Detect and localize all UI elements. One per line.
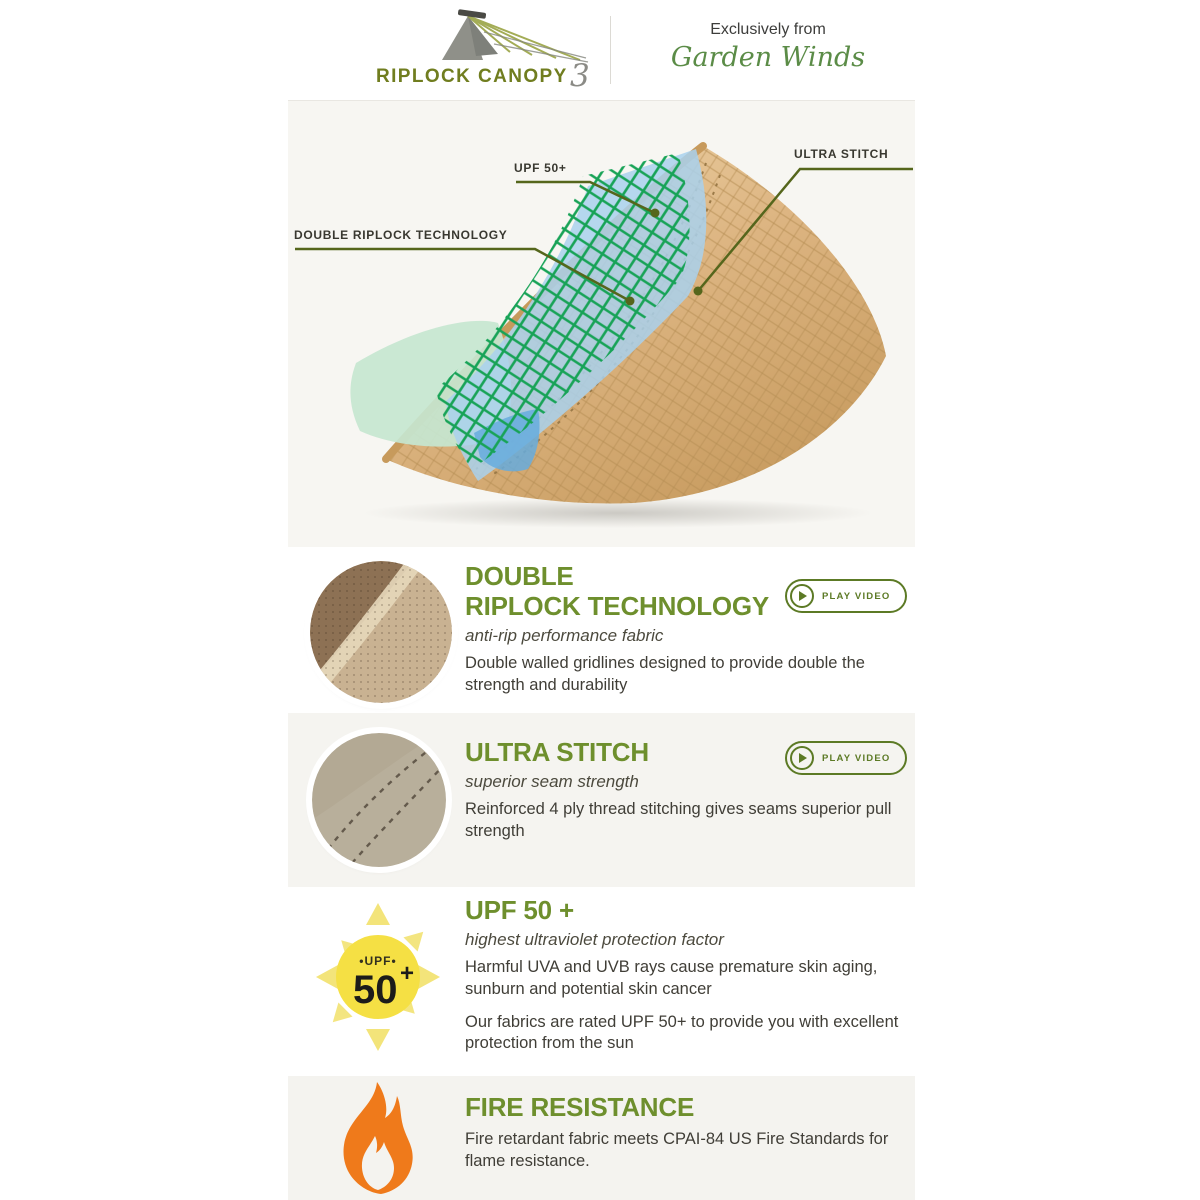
section-subtitle: highest ultraviolet protection factor — [465, 930, 724, 949]
section-subtitle: anti-rip performance fabric — [465, 626, 664, 645]
section-title: ULTRA STITCH — [465, 737, 649, 767]
play-video-label: PLAY VIDEO — [822, 752, 891, 764]
section-title: UPF 50 + — [465, 895, 574, 925]
content-column — [288, 0, 915, 1200]
play-video-label: PLAY VIDEO — [822, 590, 891, 602]
riplock-fabric-photo — [310, 561, 452, 703]
play-video-button[interactable] — [785, 579, 907, 613]
stitch-fabric-photo — [312, 733, 446, 867]
logo-brand-text: RIPLOCK CANOPY — [376, 66, 568, 87]
section-body: Fire retardant fabric meets CPAI-84 US Fire Standards for flame resistance. — [465, 1130, 889, 1170]
play-icon — [790, 584, 814, 608]
riplock-canopy-logo — [364, 6, 604, 94]
section-subtitle: superior seam strength — [465, 772, 639, 791]
fabric-layers-diagram — [288, 101, 915, 547]
section-body: Reinforced 4 ply thread stitching gives seams superior pull strength — [465, 800, 892, 840]
play-icon — [790, 746, 814, 770]
canopy-logo-icon — [442, 9, 588, 62]
section-fire-resistance — [288, 1076, 915, 1200]
play-video-button[interactable] — [785, 741, 907, 775]
section-upf — [288, 887, 915, 1076]
fire-text-block — [465, 1092, 937, 1173]
fabric-layers-illustration — [288, 101, 915, 547]
upf-text-block — [465, 895, 937, 1055]
callout-ultra-stitch-label: ULTRA STITCH — [794, 147, 889, 161]
exclusive-from-block — [632, 21, 904, 73]
upf-sun-icon — [316, 903, 440, 1051]
upf-badge-plus: + — [400, 960, 415, 987]
section-ultra-stitch — [288, 713, 915, 887]
section-body: Harmful UVA and UVB rays cause premature skin aging, sunburn and potential skin cancer — [465, 958, 878, 998]
section-double-riplock — [288, 547, 915, 713]
section-body: Our fabrics are rated UPF 50+ to provide you with excellent protection from the sun — [465, 1012, 899, 1053]
garden-winds-brand: Garden Winds — [670, 42, 866, 73]
callout-double-riplock-label: DOUBLE RIPLOCK TECHNOLOGY — [294, 228, 508, 242]
logo-version-text: 3 — [570, 58, 590, 94]
header-divider — [610, 16, 611, 84]
upf-badge-label: •UPF• — [359, 954, 397, 968]
section-title: FIRE RESISTANCE — [465, 1092, 695, 1122]
callout-upf-label: UPF 50+ — [514, 161, 567, 175]
section-body: Double walled gridlines designed to provide double the strength and durability — [465, 654, 865, 694]
header — [288, 0, 915, 101]
exclusively-from-label: Exclusively from — [710, 21, 826, 38]
flame-icon — [336, 1082, 414, 1196]
section-title: DOUBLE RIPLOCK TECHNOLOGY — [465, 561, 770, 621]
upf-badge-number: 50 — [353, 968, 398, 1012]
